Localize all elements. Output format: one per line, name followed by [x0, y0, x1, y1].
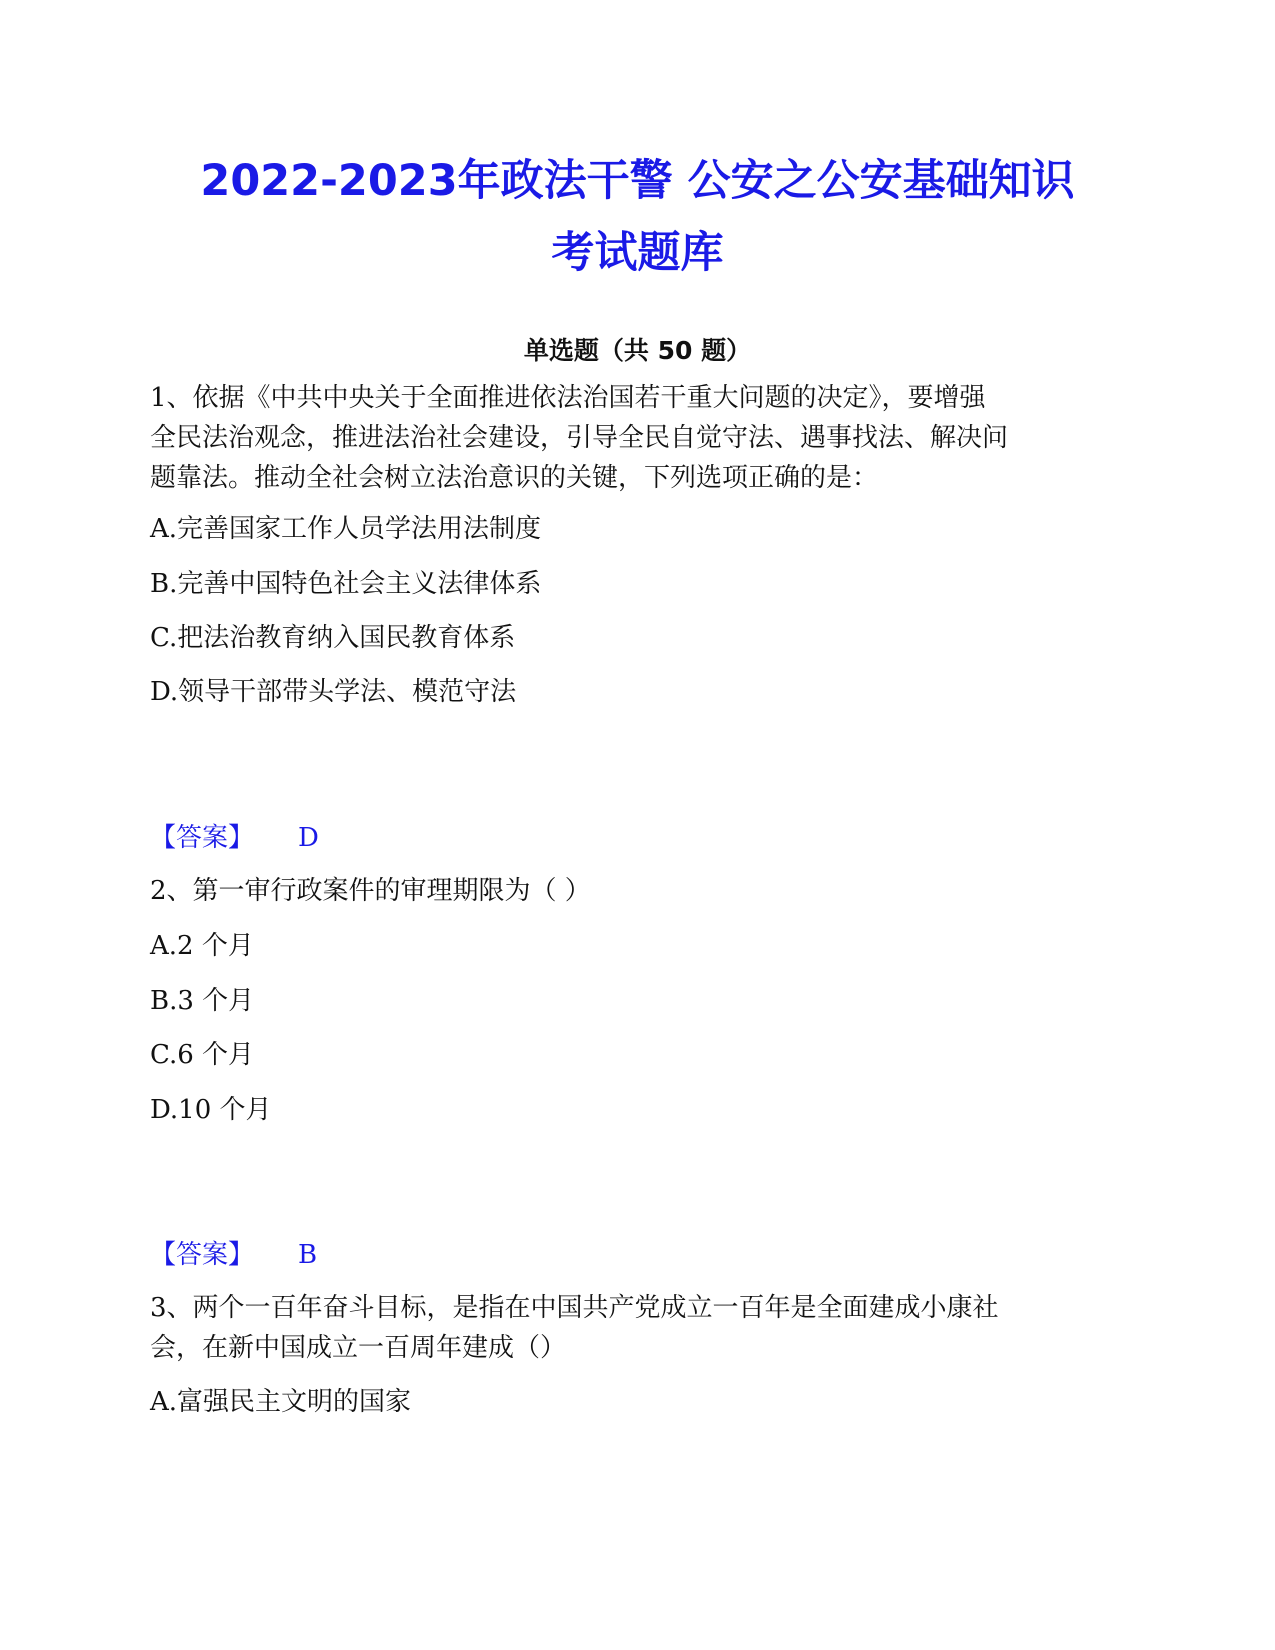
document-title-line-2: 考试题库: [551, 228, 724, 278]
question-3-stem-line: 3、两个一百年奋斗目标，是指在中国共产党成立一百年是全面建成小康社: [150, 1293, 999, 1323]
answer-label: 【答案】: [150, 1240, 255, 1270]
question-1-stem: [150, 378, 1110, 498]
question-2-stem: [150, 871, 1110, 911]
question-1-option-b: B.完善中国特色社会主义法律体系: [150, 569, 542, 599]
question-2-option-c: C.6 个月: [150, 1040, 255, 1070]
question-2-stem-line: 2、第一审行政案件的审理期限为（ ）: [150, 876, 591, 906]
question-3-option-a: A.富强民主文明的国家: [150, 1387, 412, 1417]
answer-label: 【答案】: [150, 823, 255, 853]
section-heading: 单选题（共 50 题）: [523, 336, 752, 365]
question-1-stem-line: 题靠法。推动全社会树立法治意识的关键，下列选项正确的是：: [150, 463, 879, 493]
question-1-answer: [150, 818, 1110, 858]
question-2-answer: [150, 1235, 1110, 1275]
question-2-option-a: A.2 个月: [150, 931, 254, 961]
question-1-option-a: A.完善国家工作人员学法用法制度: [150, 514, 542, 544]
question-2-option-b: B.3 个月: [150, 986, 255, 1016]
question-3-stem: [150, 1288, 1110, 1368]
answer-value: B: [298, 1240, 318, 1270]
question-1-option-d: D.领导干部带头学法、模范守法: [150, 677, 517, 707]
answer-value: D: [298, 823, 319, 853]
question-2-option-d: D.10 个月: [150, 1095, 272, 1125]
question-1-stem-line: 全民法治观念，推进法治社会建设，引导全民自觉守法、遇事找法、解决问: [150, 423, 1009, 453]
question-1-option-c: C.把法治教育纳入国民教育体系: [150, 623, 516, 653]
question-1-stem-line: 1、依据《中共中央关于全面推进依法治国若干重大问题的决定》，要增强: [150, 383, 986, 413]
document-title-line-1: 2022-2023年政法干警 公安之公安基础知识: [200, 156, 1075, 206]
question-3-stem-line: 会，在新中国成立一百周年建成（）: [150, 1333, 567, 1363]
